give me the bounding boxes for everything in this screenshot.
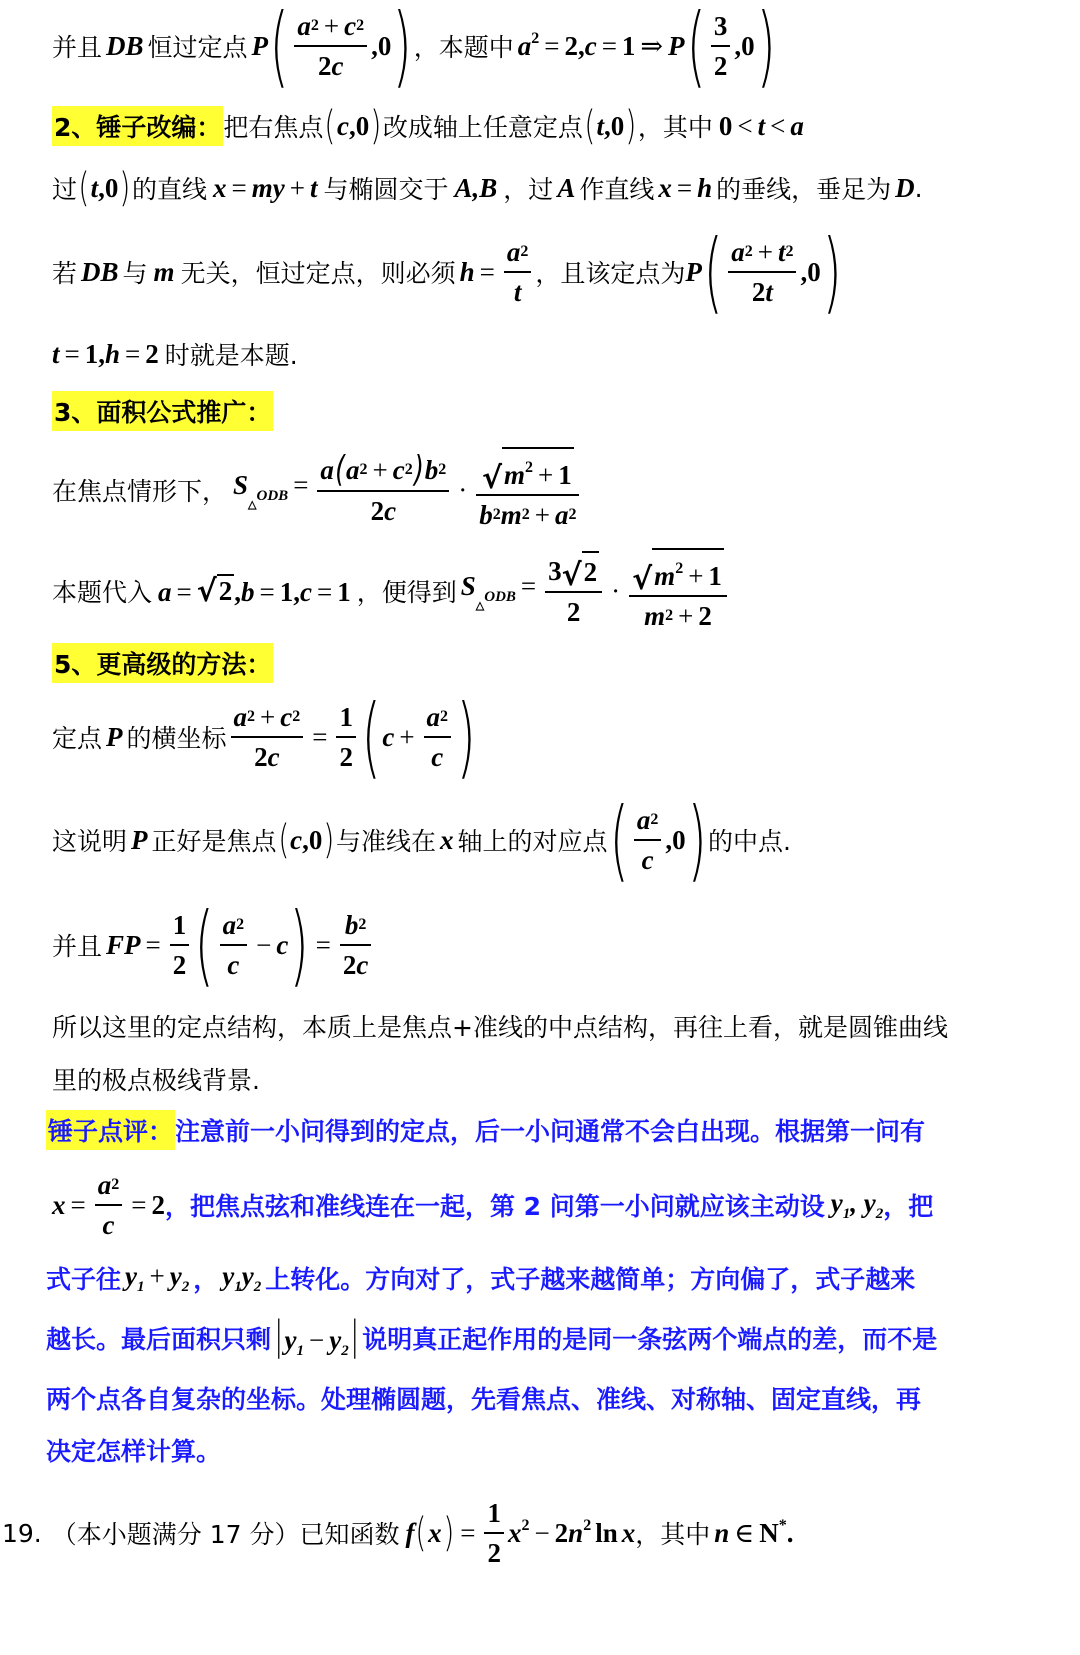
section-5-line xyxy=(52,642,273,684)
section-2-line: 2、锤子改编： 把右焦点 ( c,0 ) 改成轴上任意定点 ( t,0 ) ，其中 0 < t < a xyxy=(54,103,804,149)
text: 的横坐标 xyxy=(126,724,227,753)
text: ，本题中 xyxy=(413,33,514,62)
line-5: t = 1,h = 2 时就是本题. xyxy=(52,334,298,374)
text: 这说明 xyxy=(52,827,128,856)
text: ，把焦点弦和准线连在一起，第 2 问第一小问就应该主动设 xyxy=(164,1192,825,1221)
section-badge: 2、锤子改编： xyxy=(52,106,223,146)
line-6: 在焦点情形下， $S_{_\triangle ODB}$ = a ( a 2 + c 2 ) b 2 2 c · √ $m^2 + 1$ b 2 m 2 + a 2 xyxy=(52,447,583,533)
comment-line-5 xyxy=(46,1376,921,1420)
line-10: 并且 FP = $\frac{1}{2}$ ( a 2 c − c ) = b 2 2 c xyxy=(52,903,375,987)
text: 里的极点极线背景. xyxy=(52,1066,260,1095)
text: 式子往 xyxy=(46,1265,122,1294)
paragraph-line-1 xyxy=(52,1006,948,1046)
text: 说明真正起作用的是同一条弦两个端点的差，而不是 xyxy=(362,1325,938,1354)
text: 的直线 xyxy=(132,175,208,204)
fraction: $\frac{3}{2}$ xyxy=(711,7,731,85)
text: ，其中 xyxy=(637,113,713,142)
text: 上转化。方向对了，式子越来越简单；方向偏了，式子越来 xyxy=(265,1265,916,1294)
math-P: P xyxy=(251,30,269,61)
comment-line-4: 越长。最后面积只剩 $|y_1 - y_2|$ 说明真正起作用的是同一条弦两个端点的差，而不是 xyxy=(46,1313,938,1359)
text: （本小题满分 17 分）已知函数 xyxy=(51,1520,400,1549)
text: ，其中 xyxy=(635,1520,711,1549)
text: 时就是本题. xyxy=(164,341,298,370)
comment-badge: 锤子点评： xyxy=(46,1110,175,1150)
text: 把右焦点 xyxy=(223,113,324,142)
fraction: a 2 c xyxy=(424,698,452,776)
text: 与准线在 xyxy=(335,827,436,856)
fraction: √ $m^2 + 1$ b 2 m 2 + a 2 xyxy=(476,447,579,534)
text: 正好是焦点 xyxy=(151,827,277,856)
text: 所以这里的定点结构，本质上是焦点+准线的中点结构，再往上看，就是圆锥曲线 xyxy=(52,1013,948,1042)
text: 改成轴上任意定点 xyxy=(382,113,583,142)
line-4: 若 DB 与 m 无关，恒过定点，则必须 h = a 2 t ，且该定点为 P ( a 2 + t 2 2 t ,0 ) xyxy=(52,220,842,323)
text: 本题代入 xyxy=(52,578,153,607)
comment-line-3: 式子往 $y_1 + y_2$ ， $y_1y_2$ 上转化。方向对了，式子越来越简单；方向偏了，式子越来 xyxy=(46,1260,916,1295)
fraction: a ( a 2 + c 2 ) b 2 2 c xyxy=(317,450,449,530)
text: 的中点. xyxy=(707,827,791,856)
fraction: a 2 + c 2 2 c xyxy=(231,698,304,776)
text: 两个点各自复杂的坐标。处理椭圆题，先看焦点、准线、对称轴、固定直线，再 xyxy=(46,1385,922,1414)
problem-number: 19. xyxy=(2,1518,42,1548)
text: 恒过定点 xyxy=(147,33,248,62)
text: 若 xyxy=(52,259,78,288)
math-P: P xyxy=(668,30,685,61)
fraction: a 2 c xyxy=(220,906,248,984)
paragraph-line-2 xyxy=(52,1059,260,1099)
line-1: 并且 DB 恒过定点 P ( a 2 + c 2 2 c ,0 ) ，本题中 $a^2 = 2,c = 1$ ⇒ P ( $\frac{3}{2}$ ,0 ) xyxy=(52,0,776,97)
comment-line-6 xyxy=(46,1428,221,1472)
line-7: 本题代入 a = √ 2 ,b = 1,c = 1 ，便得到 $S_{_\triangle ODB}$ = 3 √ 2 2 · √ $m^2 + 1$ m 2 + 2 xyxy=(52,548,731,634)
fraction: b 2 2 c xyxy=(340,906,371,984)
right-paren: ) xyxy=(393,0,412,97)
text: 在焦点情形下， xyxy=(52,477,228,506)
text: 决定怎样计算。 xyxy=(46,1437,222,1466)
fraction: a 2 + c 2 2 c xyxy=(294,7,367,85)
text: ，过 xyxy=(503,175,554,204)
fraction: √ $m^2 + 1$ m 2 + 2 xyxy=(629,548,727,635)
fraction: a 2 t xyxy=(504,233,532,311)
text: 并且 xyxy=(52,33,103,62)
fraction: a 2 + t 2 2 t xyxy=(728,233,796,311)
fraction: a 2 c xyxy=(95,1166,123,1244)
text: 轴上的对应点 xyxy=(457,827,608,856)
comment-line-2: x = a 2 c = 2 ，把焦点弦和准线连在一起，第 2 问第一小问就应该主动设 $y_1$, $y_2$ ，把 xyxy=(52,1165,933,1245)
math-expression: $a^2 = 2,c = 1$ ⇒ xyxy=(517,30,664,61)
text: ，便得到 xyxy=(356,578,457,607)
fraction: $\frac{1}{2}$ xyxy=(336,698,356,776)
line-3: 过 ( t,0 ) 的直线 x = my + t 与椭圆交于 A,B ，过 A 作直线 x = h 的垂线，垂足为 D . xyxy=(52,165,923,211)
text: 作直线 xyxy=(579,175,655,204)
text: 并且 xyxy=(52,932,103,961)
math-DB: DB xyxy=(106,30,144,61)
text: 的垂线，垂足为 xyxy=(716,175,892,204)
text: 定点 xyxy=(52,724,103,753)
text: ， xyxy=(193,1265,219,1294)
section-badge: 5、更高级的方法： xyxy=(52,643,273,683)
line-9: 这说明 P 正好是焦点 ( c,0 ) 与准线在 x 轴上的对应点 ( a 2 c ,0 ) 的中点. xyxy=(52,788,791,891)
left-paren: ( xyxy=(269,0,289,97)
text: 无关，恒过定点，则必须 xyxy=(180,259,456,288)
text: 与 xyxy=(122,259,148,288)
text: 与椭圆交于 xyxy=(323,175,449,204)
text: 越长。最后面积只剩 xyxy=(46,1325,272,1354)
fraction: $\frac{1}{2}$ xyxy=(170,906,190,984)
fraction: $\frac{1}{2}$ xyxy=(484,1494,504,1572)
text: 注意前一小问得到的定点，后一小问通常不会白出现。根据第一问有 xyxy=(175,1117,926,1146)
section-3-line xyxy=(52,390,273,432)
comment-line-1 xyxy=(46,1108,925,1152)
problem-19: 19. （本小题满分 17 分）已知函数 f ( x ) = $\frac{1}{2}$ $x^2 - 2n^2$ ln x ，其中 n ∈ N* . xyxy=(2,1488,794,1578)
section-badge: 3、面积公式推广： xyxy=(52,391,273,431)
text: ，且该定点为 xyxy=(535,259,686,288)
fraction: a 2 c xyxy=(634,801,662,879)
line-8: 定点 P 的横坐标 a 2 + c 2 2 c = $\frac{1}{2}$ ( c + a 2 c ) xyxy=(52,685,476,788)
fraction: 3 √ 2 2 xyxy=(545,551,602,631)
text: ，把 xyxy=(883,1192,934,1221)
text: 过 xyxy=(52,175,78,204)
